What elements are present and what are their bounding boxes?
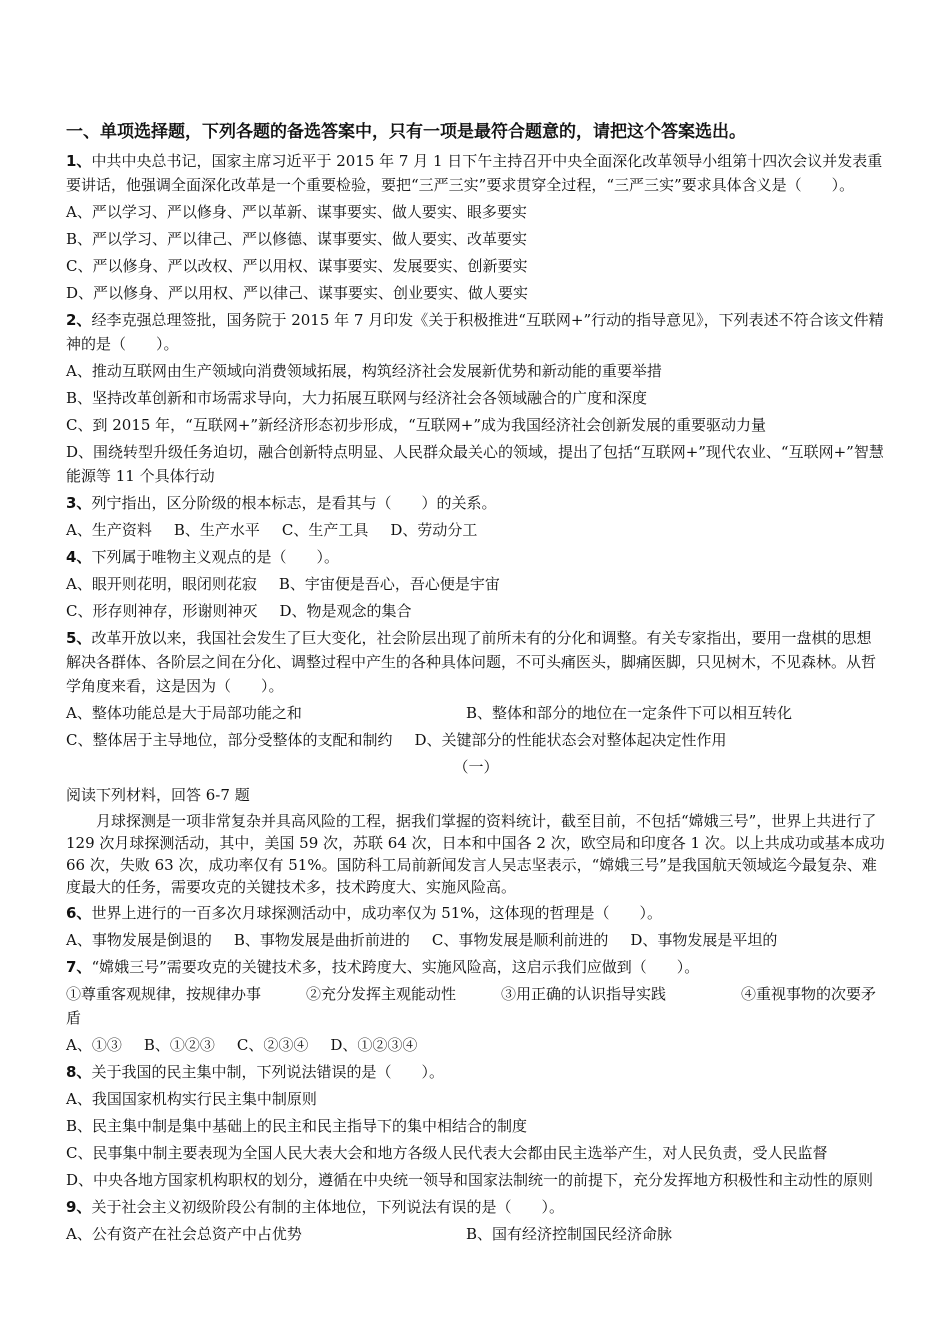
question-6 bbox=[66, 901, 886, 925]
option-row bbox=[66, 928, 886, 952]
material-lead: 阅读下列材料，回答 6-7 题 bbox=[66, 786, 250, 804]
option-row bbox=[66, 1033, 886, 1057]
option: C、民事集中制主要表现为全国人民大表大会和地方各级人民代表大会都由民主选举产生，对人民负责，受人民监督 bbox=[66, 1144, 828, 1162]
option: D、严以修身、严以用权、严以律己、谋事要实、创业要实、做人要实 bbox=[66, 284, 529, 302]
option: A、眼开则花明，眼闭则花寂 bbox=[66, 575, 257, 593]
option-row bbox=[66, 701, 886, 725]
statements: ①尊重客观规律，按规律办事 ②充分发挥主观能动性 ③用正确的认识指导实践 ④重视事物的次要矛盾 bbox=[66, 985, 877, 1027]
option: C、②③④ bbox=[236, 1036, 309, 1054]
question-number: 3、 bbox=[66, 494, 92, 512]
option: A、整体功能总是大于局部功能之和 bbox=[66, 704, 302, 722]
option: A、公有资产在社会总资产中占优势 bbox=[66, 1225, 302, 1243]
question-text: 经李克强总理签批，国务院于 2015 年 7 月印发《关于积极推进“互联网+”行动的指导意见》，下列表述不符合该文件精神的是（ ）。 bbox=[66, 311, 884, 353]
question-number: 1、 bbox=[66, 152, 92, 170]
option: B、严以学习、严以律己、严以修德、谋事要实、做人要实、改革要实 bbox=[66, 230, 528, 248]
section-title: 一、单项选择题，下列各题的备选答案中，只有一项是最符合题意的，请把这个答案选出。 bbox=[66, 122, 746, 142]
option: C、到 2015 年，“互联网+”新经济形态初步形成，“互联网+”成为我国经济社会创新发展的重要驱动力量 bbox=[66, 416, 767, 434]
option: B、宇宙便是吾心，吾心便是宇宙 bbox=[278, 575, 500, 593]
option: B、事物发展是曲折前进的 bbox=[233, 931, 410, 949]
option: A、事物发展是倒退的 bbox=[66, 931, 212, 949]
question-text: 关于我国的民主集中制，下列说法错误的是（ ）。 bbox=[91, 1063, 444, 1081]
question-number: 8、 bbox=[66, 1063, 92, 1081]
question-text: 下列属于唯物主义观点的是（ ）。 bbox=[91, 548, 339, 566]
question-2 bbox=[66, 308, 886, 356]
question-text: 关于社会主义初级阶段公有制的主体地位，下列说法有误的是（ ）。 bbox=[91, 1198, 564, 1216]
option: D、中央各地方国家机构职权的划分，遵循在中央统一领导和国家法制统一的前提下，充分发挥地方积极性和主动性的原则 bbox=[66, 1171, 874, 1189]
option: D、①②③④ bbox=[330, 1036, 418, 1054]
question-number: 4、 bbox=[66, 548, 92, 566]
material-heading: （一） bbox=[453, 758, 499, 776]
question-1 bbox=[66, 149, 886, 197]
option-row bbox=[66, 1222, 886, 1246]
option: B、整体和部分的地位在一定条件下可以相互转化 bbox=[466, 704, 793, 722]
option-row bbox=[66, 572, 886, 596]
question-text: 世界上进行的一百多次月球探测活动中，成功率仅为 51%，这体现的哲理是（ ）。 bbox=[91, 904, 663, 922]
option: B、①②③ bbox=[143, 1036, 215, 1054]
option: A、严以学习、严以修身、严以革新、谋事要实、做人要实、眼多要实 bbox=[66, 203, 527, 221]
question-9 bbox=[66, 1195, 886, 1219]
question-text: 中共中央总书记，国家主席习近平于 2015 年 7 月 1 日下午主持召开中央全面深化改革领导小组第十四次会议并发表重要讲话，他强调全面深化改革是一个重要检验，要把“三严三实”要求贯穿全过程，“三严三实”要求具体含义是（ ）。 bbox=[66, 152, 883, 194]
option: C、事物发展是顺利前进的 bbox=[431, 931, 609, 949]
option: A、推动互联网由生产领域向消费领域拓展，构筑经济社会发展新优势和新动能的重要举措 bbox=[66, 362, 662, 380]
option: A、我国国家机构实行民主集中制原则 bbox=[66, 1090, 317, 1108]
question-number: 5、 bbox=[66, 629, 92, 647]
question-number: 9、 bbox=[66, 1198, 92, 1216]
option: C、形存则神存，形谢则神灭 bbox=[66, 602, 258, 620]
option: D、围绕转型升级任务迫切，融合创新特点明显、人民群众最关心的领域，提出了包括“互联网+”现代农业、“互联网+”智慧能源等 11 个具体行动 bbox=[66, 443, 884, 485]
option: B、坚持改革创新和市场需求导向，大力拓展互联网与经济社会各领域融合的广度和深度 bbox=[66, 389, 648, 407]
option-row bbox=[66, 599, 886, 623]
exam-page bbox=[66, 118, 886, 1246]
question-text: 改革开放以来，我国社会发生了巨大变化，社会阶层出现了前所未有的分化和调整。有关专家指出，要用一盘棋的思想解决各群体、各阶层之间在分化、调整过程中产生的各种具体问题，不可头痛医头，脚痛医脚，只见树木，不见森林。从哲学角度来看，这是因为（ ）。 bbox=[66, 629, 877, 695]
question-8 bbox=[66, 1060, 886, 1084]
option: D、事物发展是平坦的 bbox=[630, 931, 778, 949]
option: B、民主集中制是集中基础上的民主和民主指导下的集中相结合的制度 bbox=[66, 1117, 528, 1135]
option: C、生产工具 bbox=[281, 521, 369, 539]
option: D、劳动分工 bbox=[390, 521, 478, 539]
option: D、关键部分的性能状态会对整体起决定性作用 bbox=[414, 731, 727, 749]
material-paragraph: 月球探测是一项非常复杂并具高风险的工程，据我们掌握的资料统计，截至目前，不包括“嫦娥三号”，世界上共进行了 129 次月球探测活动，其中，美国 59 次，苏联 64 次，日本和中国各 2 次，欧空局和印度各 1 次。以上共成功或基本成功 66 次，失败 63 次，成功率仅有 51%。国防科工局前新闻发言人吴志坚表示，“嫦娥三号”是我国航天领域迄今最复杂、难度最大的任务，需要攻克的关键技术多，技术跨度大、实施风险高。 bbox=[66, 812, 885, 896]
question-3 bbox=[66, 491, 886, 515]
question-7 bbox=[66, 955, 886, 979]
option: B、国有经济控制国民经济命脉 bbox=[466, 1225, 673, 1243]
option: C、严以修身、严以改权、严以用权、谋事要实、发展要实、创新要实 bbox=[66, 257, 528, 275]
option: A、生产资料 bbox=[66, 521, 152, 539]
option-row bbox=[66, 728, 886, 752]
question-text: 列宁指出，区分阶级的根本标志，是看其与（ ）的关系。 bbox=[91, 494, 497, 512]
question-number: 2、 bbox=[66, 311, 92, 329]
option: D、物是观念的集合 bbox=[279, 602, 412, 620]
option: B、生产水平 bbox=[173, 521, 260, 539]
question-text: “嫦娥三号”需要攻克的关键技术多，技术跨度大、实施风险高，这启示我们应做到（ ）。 bbox=[91, 958, 700, 976]
question-number: 7、 bbox=[66, 958, 92, 976]
option: A、①③ bbox=[66, 1036, 122, 1054]
option-row bbox=[66, 518, 886, 542]
option: C、整体居于主导地位，部分受整体的支配和制约 bbox=[66, 731, 393, 749]
question-4 bbox=[66, 545, 886, 569]
question-number: 6、 bbox=[66, 904, 92, 922]
question-5 bbox=[66, 626, 886, 698]
